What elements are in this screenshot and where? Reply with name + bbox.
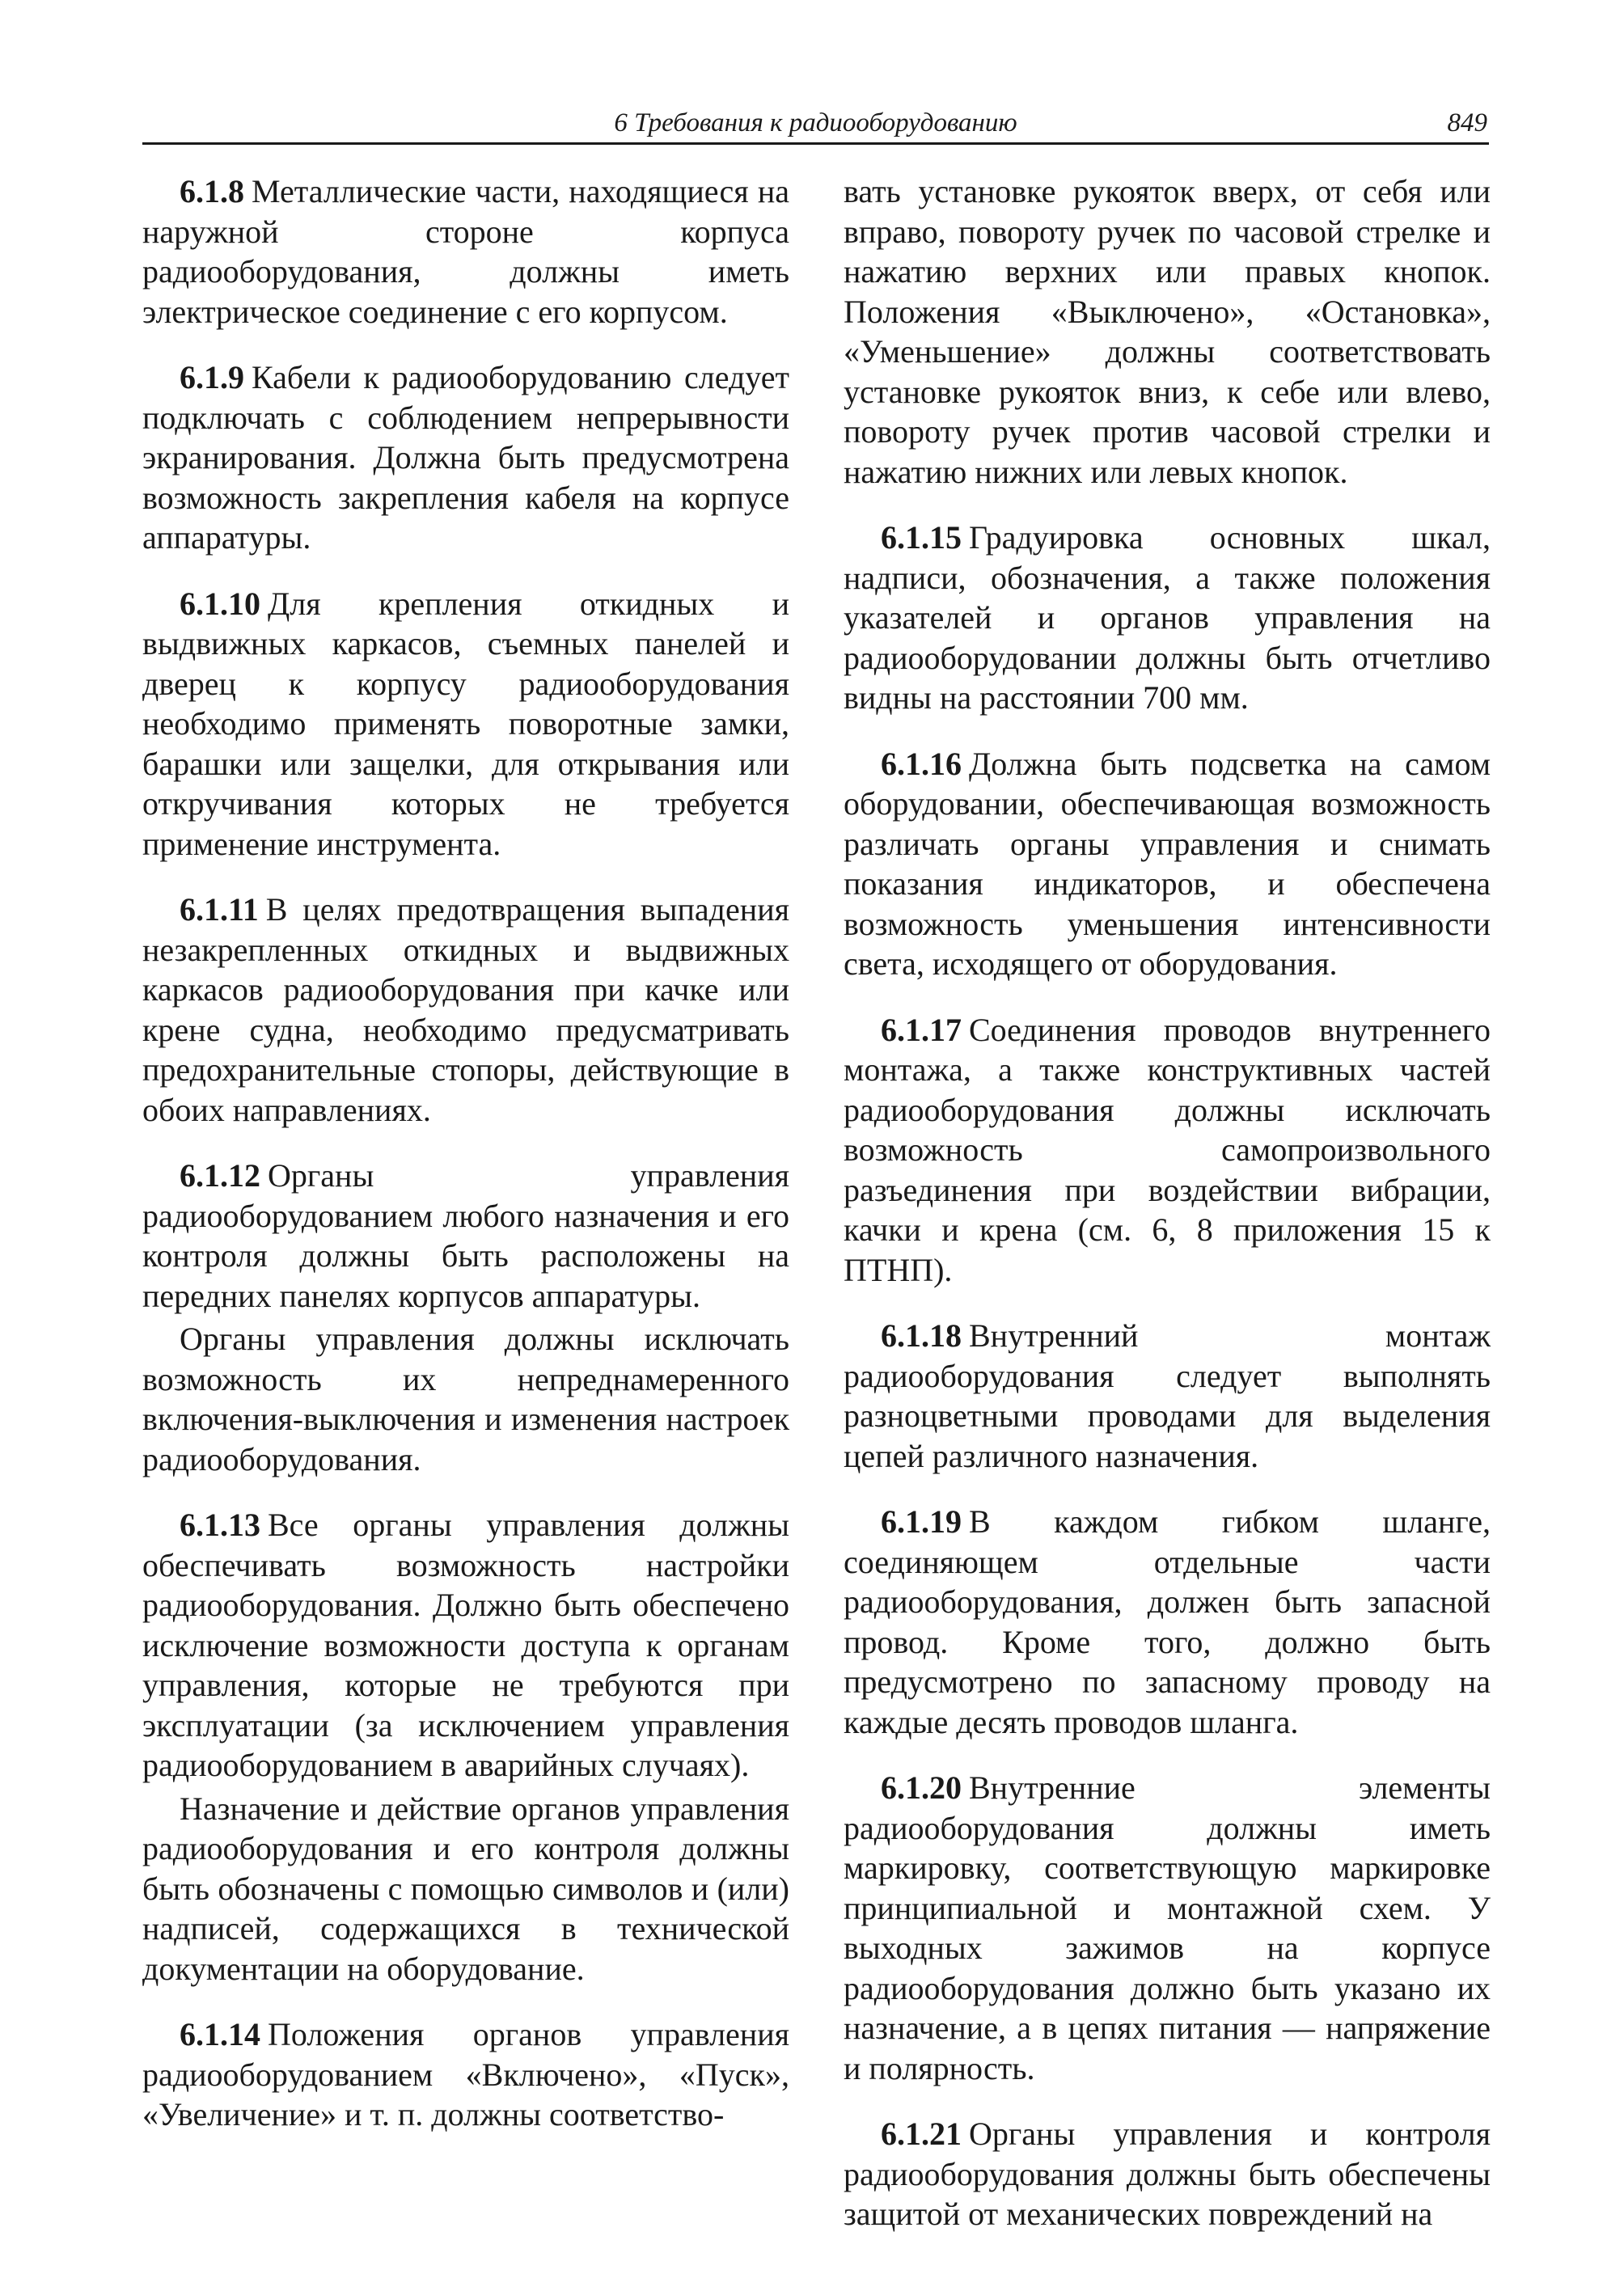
paragraph-6-1-14 <box>142 2014 789 2135</box>
paragraph-text: Должна быть подсветка на самом оборудовании, обеспечивающая возможность различать органы управления и снимать показания индикаторов, и обеспечена возможность уменьшения интенсивности света, исходящего от оборудования. <box>844 745 1491 982</box>
paragraph-text: Для крепления откидных и выдвижных каркасов, съемных панелей и дверец к корпусу радиооборудования необходимо применять поворотные замки, барашки или защелки, для открывания или откручивания которых не требуется применение инструмента. <box>142 585 789 862</box>
paragraph-6-1-18 <box>844 1316 1491 1476</box>
paragraph-text: Внутренние элементы радиооборудования должны иметь маркировку, соответствующую маркировке принципиальной и монтажной схем. У выходных зажимов на корпусе радиооборудования должно быть указано их назначение, а в цепях питания — напряжение и полярность. <box>844 1769 1491 2086</box>
paragraph-text: Внутренний монтаж радиооборудования следует выполнять разноцветными проводами для выделения цепей различного назначения. <box>844 1317 1491 1474</box>
paragraph-text: Градуировка основных шкал, надписи, обозначения, а также положения указателей и органов управления на радиооборудовании должны быть отчетливо видны на расстоянии 700 мм. <box>844 519 1491 716</box>
paragraph-6-1-17 <box>844 1010 1491 1291</box>
clause-number: 6.1.15 <box>881 519 962 556</box>
paragraph-text: Органы управления должны исключать возможность их непреднамеренного включения-выключения и изменения настроек радиооборудования. <box>142 1321 789 1477</box>
paragraph-text: Назначение и действие органов управления радиооборудования и его контроля должны быть обозначены с помощью символов и (или) надписей, содержащихся в технической документации на оборудование. <box>142 1790 789 1987</box>
paragraph-text: Металлические части, находящиеся на наружной стороне корпуса радиооборудования, должны иметь электрическое соединение с его корпусом. <box>142 173 789 330</box>
paragraph-6-1-12-continued <box>142 1319 789 1479</box>
left-column <box>142 171 789 2161</box>
clause-number: 6.1.13 <box>180 1507 260 1543</box>
paragraph-6-1-9 <box>142 357 789 558</box>
paragraph-text: Положения органов управления радиооборудованием «Включено», «Пуск», «Увеличение» и т. п. должны соответство- <box>142 2016 789 2132</box>
paragraph-text: Органы управления и контроля радиооборудования должны быть обеспечены защитой от механических повреждений на <box>844 2116 1491 2232</box>
paragraph-text: Соединения проводов внутреннего монтажа, а также конструктивных частей радиооборудования должны исключать возможность самопроизвольного разъединения при воздействии вибрации, качки и крена (см. 6, 8 приложения 15 к ПТНП). <box>844 1011 1491 1288</box>
paragraph-6-1-21 <box>844 2114 1491 2234</box>
clause-number: 6.1.14 <box>180 2016 260 2052</box>
paragraph-text: Кабели к радиооборудованию следует подключать с соблюдением непрерывности экранирования. Должна быть предусмотрена возможность закрепления кабеля на корпусе аппаратуры. <box>142 359 789 556</box>
clause-number: 6.1.17 <box>881 1011 962 1048</box>
page-number: 849 <box>1447 108 1487 137</box>
clause-number: 6.1.16 <box>881 745 962 782</box>
clause-number: 6.1.21 <box>881 2116 962 2152</box>
paragraph-text: Органы управления радиооборудованием любого назначения и его контроля должны быть расположены на передних панелях корпусов аппаратуры. <box>142 1157 789 1314</box>
paragraph-6-1-13 <box>142 1505 789 1786</box>
paragraph-6-1-8 <box>142 171 789 332</box>
clause-number: 6.1.10 <box>180 585 260 622</box>
clause-number: 6.1.9 <box>180 359 244 395</box>
right-column <box>844 171 1491 2260</box>
paragraph-6-1-13-continued <box>142 1789 789 1989</box>
clause-number: 6.1.19 <box>881 1503 962 1540</box>
paragraph-6-1-10 <box>142 584 789 864</box>
paragraph-6-1-16 <box>844 744 1491 984</box>
paragraph-text: В каждом гибком шланге, соединяющем отдельные части радиооборудования, должен быть запасной провод. Кроме того, должно быть предусмотрено по запасному проводу на каждые десять проводов шланга. <box>844 1503 1491 1740</box>
paragraph-6-1-14-continued <box>844 171 1491 492</box>
running-header <box>142 104 1489 145</box>
paragraph-6-1-20 <box>844 1768 1491 2088</box>
paragraph-6-1-19 <box>844 1502 1491 1742</box>
paragraph-6-1-12 <box>142 1156 789 1316</box>
paragraph-6-1-11 <box>142 890 789 1130</box>
clause-number: 6.1.11 <box>180 891 259 928</box>
clause-number: 6.1.18 <box>881 1317 962 1354</box>
clause-number: 6.1.12 <box>180 1157 260 1194</box>
header-title: 6 Требования к радиооборудованию <box>614 108 1017 137</box>
clause-number: 6.1.8 <box>180 173 244 209</box>
paragraph-text: вать установке рукояток вверх, от себя или вправо, повороту ручек по часовой стрелке и нажатию верхних или правых кнопок. Положения «Выключено», «Остановка», «Уменьшение» должны соответствовать установке рукояток вниз, к себе или влево, повороту ручек против часовой стрелки и нажатию нижних или левых кнопок. <box>844 173 1491 490</box>
paragraph-6-1-15 <box>844 518 1491 718</box>
paragraph-text: В целях предотвращения выпадения незакрепленных откидных и выдвижных каркасов радиооборудования при качке или крене судна, необходимо предусматривать предохранительные стопоры, действующие в обоих направлениях. <box>142 891 789 1128</box>
paragraph-text: Все органы управления должны обеспечивать возможность настройки радиооборудования. Должно быть обеспечено исключение возможности доступа к органам управления, которые не требуются при эксплуатации (за исключением управления радиооборудованием в аварийных случаях). <box>142 1507 789 1783</box>
clause-number: 6.1.20 <box>881 1769 962 1806</box>
